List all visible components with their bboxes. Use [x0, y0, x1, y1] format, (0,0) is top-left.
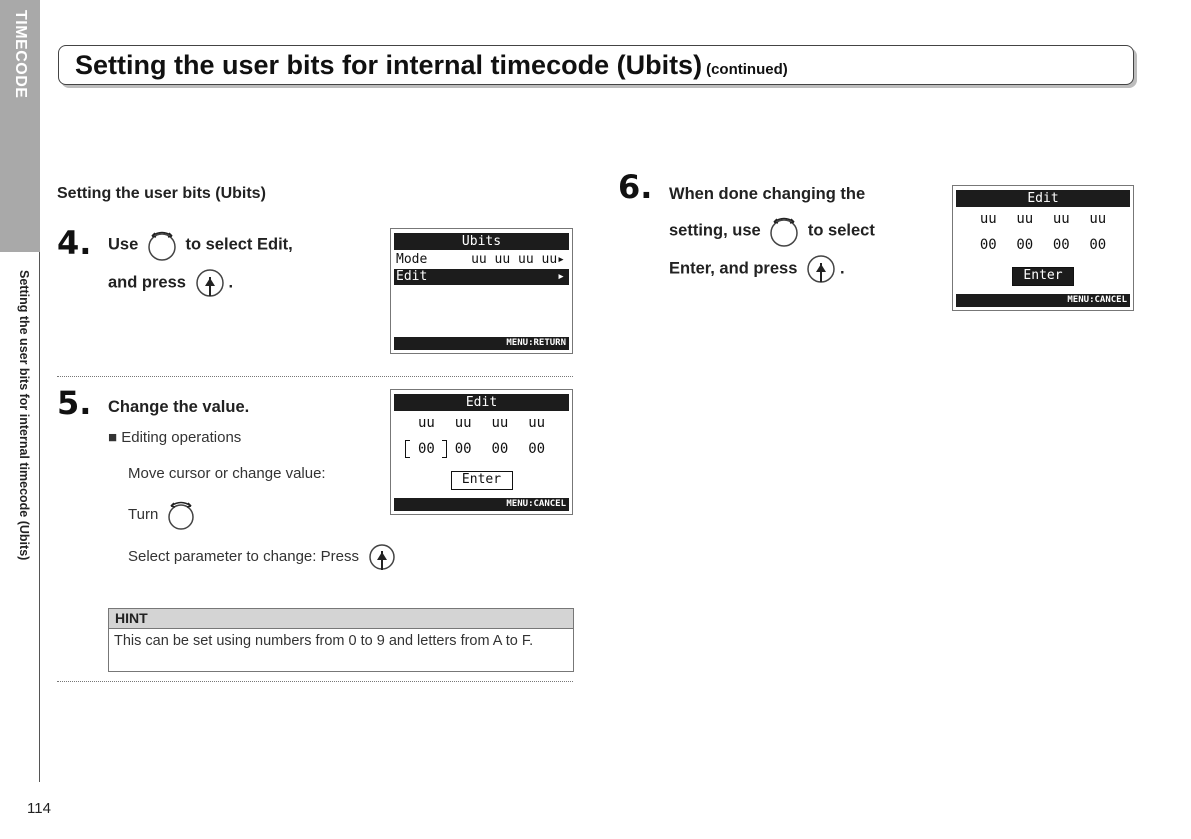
lcd-enter-button: Enter — [1012, 267, 1074, 286]
lcd-cell: 00 — [1052, 237, 1070, 253]
lcd-row-edit — [394, 269, 569, 285]
step-6-text-a: setting, use — [669, 221, 761, 240]
step-6-number: 6. — [618, 168, 653, 206]
step-4-text-c: and press — [108, 273, 186, 292]
lcd-cell: 00 — [1089, 237, 1107, 253]
lcd-title: Edit — [394, 394, 569, 411]
lcd-cell: uu — [454, 415, 472, 431]
lcd-cell: uu — [1052, 211, 1070, 227]
lcd-row-value: uu uu uu uu▸ — [471, 252, 565, 267]
step-6-text-c: Enter, and press — [669, 259, 798, 278]
dial-press-icon — [804, 252, 838, 286]
dial-press-icon — [365, 540, 399, 574]
lcd-footer: MENU:CANCEL — [394, 498, 569, 511]
lcd-cell: 00 — [1016, 237, 1034, 253]
lcd-row-mode — [394, 252, 569, 268]
lcd-screen-edit — [390, 389, 573, 515]
lcd-cell: 00 — [454, 441, 472, 457]
lcd-cell: 00 — [491, 441, 509, 457]
lcd-title: Ubits — [394, 233, 569, 250]
margin-divider — [39, 252, 40, 782]
step-5-op2 — [128, 498, 200, 532]
lcd-row-label: Edit — [396, 269, 428, 284]
lcd-enter-button: Enter — [451, 471, 513, 490]
chapter-tab — [0, 0, 40, 252]
dial-turn-icon — [767, 214, 801, 248]
lcd-ubits-row — [956, 211, 1130, 227]
step-6-line-1: When done changing the — [669, 185, 866, 203]
lcd-cell: 00 — [528, 441, 546, 457]
step-5-op1: Move cursor or change value: — [128, 465, 326, 482]
step-4-text-a: Use — [108, 235, 139, 254]
hint-box — [108, 608, 574, 672]
lcd-cell: uu — [417, 415, 435, 431]
lcd-footer: MENU:RETURN — [394, 337, 569, 350]
page-title — [75, 50, 788, 81]
lcd-ubits-row — [394, 415, 569, 431]
divider — [57, 376, 573, 377]
lcd-cell: 00 — [979, 237, 997, 253]
page-number: 114 — [27, 800, 51, 817]
lcd-screen-edit-enter — [952, 185, 1134, 311]
lcd-row-label: Mode — [396, 252, 428, 267]
lcd-cell: uu — [979, 211, 997, 227]
title-box — [58, 45, 1134, 85]
dial-turn-icon — [164, 498, 198, 532]
step-4-text-d: . — [228, 273, 234, 292]
lcd-title: Edit — [956, 190, 1130, 207]
side-subtitle: Setting the user bits for internal timecode (Ubits) — [17, 270, 31, 561]
divider — [57, 681, 573, 682]
lcd-footer: MENU:CANCEL — [956, 294, 1130, 307]
step-4-line-2 — [108, 266, 233, 300]
lcd-value-row — [956, 237, 1130, 253]
step-5-op2-text: Turn — [128, 505, 159, 523]
lcd-cell: uu — [528, 415, 546, 431]
step-6-line-2 — [669, 214, 875, 248]
step-5-number: 5. — [57, 384, 92, 422]
step-5-bullet: ■ Editing operations — [108, 429, 242, 446]
hint-title: HINT — [109, 609, 573, 629]
dial-press-icon — [193, 266, 227, 300]
hint-body: This can be set using numbers from 0 to 9 and letters from A to F. — [114, 633, 534, 649]
lcd-row-value: ▸ — [557, 269, 565, 284]
step-5-op3 — [128, 540, 401, 574]
step-4-text-b: to select Edit, — [185, 235, 293, 254]
step-5-heading: Change the value. — [108, 398, 250, 416]
step-6-line-3 — [669, 252, 845, 286]
lcd-cell-cursor: 00 — [411, 441, 441, 457]
lcd-cell: uu — [491, 415, 509, 431]
step-6-text-d: . — [839, 259, 845, 278]
lcd-cell: uu — [1089, 211, 1107, 227]
dial-turn-icon — [145, 228, 179, 262]
step-4-line-1 — [108, 228, 293, 262]
step-4-number: 4. — [57, 224, 92, 262]
section-heading: Setting the user bits (Ubits) — [57, 185, 266, 202]
step-5-op3-text: Select parameter to change: Press — [128, 547, 359, 565]
step-6-text-b: to select — [807, 221, 875, 240]
lcd-value-row — [394, 441, 569, 457]
page-title-sub: (continued) — [706, 61, 788, 78]
page-title-main: Setting the user bits for internal timecode (Ubits) — [75, 50, 703, 80]
lcd-screen-ubits — [390, 228, 573, 354]
lcd-cell: uu — [1016, 211, 1034, 227]
chapter-tab-label: TIMECODE — [12, 10, 29, 99]
